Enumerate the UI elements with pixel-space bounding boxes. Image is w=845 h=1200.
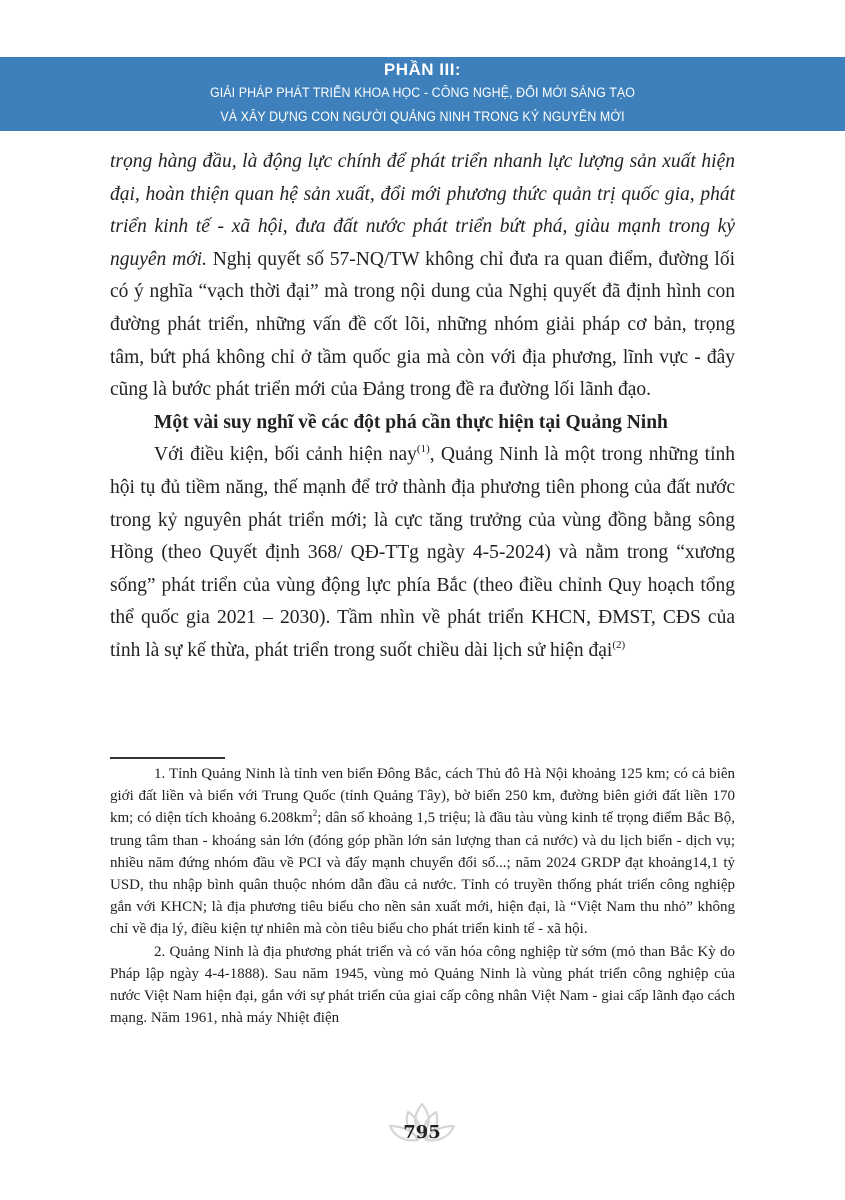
footnotes	[110, 763, 735, 1029]
header-subtitle-line-2: VÀ XÂY DỰNG CON NGƯỜI QUẢNG NINH TRONG KỶ NGUYÊN MỚI	[220, 109, 625, 124]
footnote-1-text-a: 1. Tỉnh Quảng Ninh là tỉnh ven biển Đông Bắc, cách Thủ đô Hà Nội khoảng 125 km; có cả biên giới đất liền và biển với Trung Quốc (tỉnh Quảng Tây), bờ biển 250 km, đường biên giới đất liền 170 km; có diện tích khoảng 6.208km	[110, 766, 735, 827]
header-subtitle-line-1: GIẢI PHÁP PHÁT TRIỂN KHOA HỌC - CÔNG NGHỆ, ĐỔI MỚI SÁNG TẠO	[209, 85, 636, 100]
page-number: 795	[403, 1122, 441, 1143]
paragraph-1	[110, 146, 735, 407]
footnote-divider	[110, 757, 225, 759]
footnote-1-text-b: ; dân số khoảng 1,5 triệu; là đầu tàu vùng kinh tế trọng điểm Bắc Bộ, trung tâm than - khoáng sản lớn (đóng góp phần lớn sản lượng than cả nước) và du lịch biển - dịch vụ; nhiều năm đứng nhóm đầu về PCI và đẩy mạnh chuyển đổi số...; năm 2024 GRDP đạt khoảng14,1 tỷ USD, thu nhập bình quân thuộc nhóm dẫn đầu cả nước. Tỉnh có truyền thống phát triển công nghiệp gắn với KHCN; là địa phương tiêu biểu cho nền sản xuất mới, hiện đại, là “Việt Nam thu nhỏ” không chỉ về địa lý, điều kiện tự nhiên mà còn tiêu biểu cho phát triển kinh tế - xã hội.	[110, 810, 735, 938]
paragraph-1-text: Nghị quyết số 57-NQ/TW không chỉ đưa ra quan điểm, đường lối có ý nghĩa “vạch thời đại” mà trong nội dung của Nghị quyết đã định hình con đường phát triển, những vấn đề cốt lõi, những nhóm giải pháp cơ bản, trọng tâm, bứt phá không chỉ ở tầm quốc gia mà còn với địa phương, lĩnh vực - đây cũng là bước phát triển mới của Đảng trong đề ra đường lối lãnh đạo.	[110, 248, 735, 401]
part-title: PHẦN III:	[383, 60, 462, 79]
main-text	[110, 146, 735, 668]
footnote-1	[110, 763, 735, 941]
footnote-ref-1[interactable]: (1)	[416, 443, 430, 456]
italic-quote: trọng hàng đầu, là động lực chính để phát triển nhanh lực lượng sản xuất hiện đại, hoàn thiện quan hệ sản xuất, đổi mới phương thức quản trị quốc gia, phát triển kinh tế - xã hội, đưa đất nước phát triển bứt phá, giàu mạnh trong kỷ nguyên mới.	[110, 151, 735, 270]
section-heading: Một vài suy nghĩ về các đột phá cần thực hiện tại Quảng Ninh	[154, 411, 668, 433]
page-number-block	[372, 1100, 472, 1148]
paragraph-2-text-b: , Quảng Ninh là một trong những tỉnh hội tụ đủ tiềm năng, thế mạnh để trở thành địa phương tiên phong của đất nước trong kỷ nguyên phát triển mới; là cực tăng trưởng của vùng đồng bằng sông Hồng (theo Quyết định 368/ QĐ-TTg ngày 4-5-2024) và nằm trong “xương sống” phát triển của vùng động lực phía Bắc (theo điều chỉnh Quy hoạch tổng thể quốc gia 2021 – 2030). Tầm nhìn về phát triển KHCN, ĐMST, CĐS của tỉnh là sự kế thừa, phát triển trong suốt chiều dài lịch sử hiện đại	[110, 444, 735, 661]
paragraph-2-text-a: Với điều kiện, bối cảnh hiện nay	[154, 444, 417, 466]
footnote-2: 2. Quảng Ninh là địa phương phát triển và có văn hóa công nghiệp từ sớm (mỏ than Bắc Kỳ do Pháp lập ngày 4-4-1888). Sau năm 1945, vùng mỏ Quảng Ninh là vùng phát triển công nghiệp của nước Việt Nam hiện đại, gắn với sự phát triển của giai cấp công nhân Việt Nam - giai cấp lãnh đạo cách mạng. Năm 1961, nhà máy Nhiệt điện	[110, 943, 735, 1027]
paragraph-2	[110, 439, 735, 667]
footnote-ref-2[interactable]: (2)	[612, 638, 626, 651]
superscript-2: 2	[312, 808, 318, 819]
section-header-band	[0, 57, 845, 131]
